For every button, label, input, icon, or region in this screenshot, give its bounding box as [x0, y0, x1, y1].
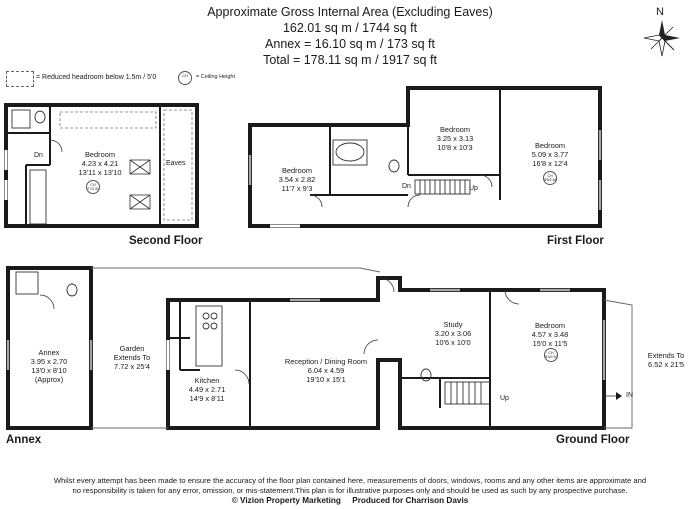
second-floor-bedroom-label: Bedroom 4.23 x 4.21 13'11 x 13'10: [78, 150, 122, 177]
annex-label: Annex: [6, 434, 42, 446]
total-area: Total = 178.11 sq m / 1917 sq ft: [263, 53, 437, 67]
ground-floor-outline: [168, 278, 604, 428]
disclaimer-line-2: no responsibility is taken for any error, omission, or mis-statement.This plan is for illustrative purposes only and should be used as such by any prospective purchase.: [72, 486, 628, 495]
credits: [0, 496, 700, 506]
first-floor-bedroom-mid-label: Bedroom 3.25 x 3.13 10'8 x 10'3: [436, 125, 474, 152]
annex-area: Annex = 16.10 sq m / 173 sq ft: [265, 37, 435, 51]
ground-floor-up-label: Up: [500, 395, 509, 402]
first-floor-bedroom-left-label: Bedroom 3.54 x 2.82 11'7 x 9'3: [278, 166, 316, 193]
eaves-label: Eaves: [166, 160, 186, 167]
second-floor-dn-label: Dn: [34, 152, 43, 159]
annex-room-label: Annex 3.95 x 2.70 13'0 x 8'10 (Approx): [30, 348, 68, 384]
copyright-text: © Vizion Property Marketing: [231, 496, 341, 505]
second-floor-label: Second Floor: [129, 235, 203, 247]
entrance-label: IN: [626, 392, 633, 399]
ground-floor-label: Ground Floor: [556, 434, 630, 446]
first-floor-dn-label: Dn: [402, 183, 411, 190]
first-floor-ceiling-height: CH 8'6/2.64: [543, 171, 557, 185]
garden-label: Garden Extends To 7.72 x 25'4: [113, 344, 151, 371]
first-floor-up-label: Up: [469, 185, 478, 192]
produced-for-text: Produced for Charrison Davis: [352, 496, 469, 505]
gross-area: 162.01 sq m / 1744 sq ft: [282, 21, 418, 35]
ground-floor-ceiling-height: CH 8'4/2.53: [544, 348, 558, 362]
reception-dining-label: Reception / Dining Room 6.04 x 4.59 19'10 x 15'1: [284, 357, 368, 384]
kitchen-label: Kitchen 4.49 x 2.71 14'9 x 8'11: [188, 376, 226, 403]
disclaimer-line-1: Whilst every attempt has been made to ensure the accuracy of the floor plan contained here, measurements of doors, windows, rooms and any other items are approximate and: [53, 476, 647, 485]
study-label: Study 3.20 x 3.06 10'6 x 10'0: [434, 320, 472, 347]
compass-north-label: N: [656, 6, 664, 18]
extends-label: Extends To 6.52 x 21'5: [647, 351, 685, 369]
ceiling-height-symbol: CH: [178, 71, 192, 85]
reduced-headroom-legend: = Reduced headroom below 1.5m / 5'0: [36, 74, 157, 81]
ceiling-height-legend: = Ceiling Height: [196, 74, 235, 80]
ground-floor-bedroom-label: Bedroom 4.57 x 3.48 15'0 x 11'5: [531, 321, 569, 348]
plan-title: Approximate Gross Internal Area (Excluding Eaves): [207, 5, 493, 19]
first-floor-label: First Floor: [547, 235, 604, 247]
second-floor-ceiling-height: CH 7'10.31: [86, 180, 100, 194]
first-floor-bedroom-right-label: Bedroom 5.09 x 3.77 16'8 x 12'4: [531, 141, 569, 168]
